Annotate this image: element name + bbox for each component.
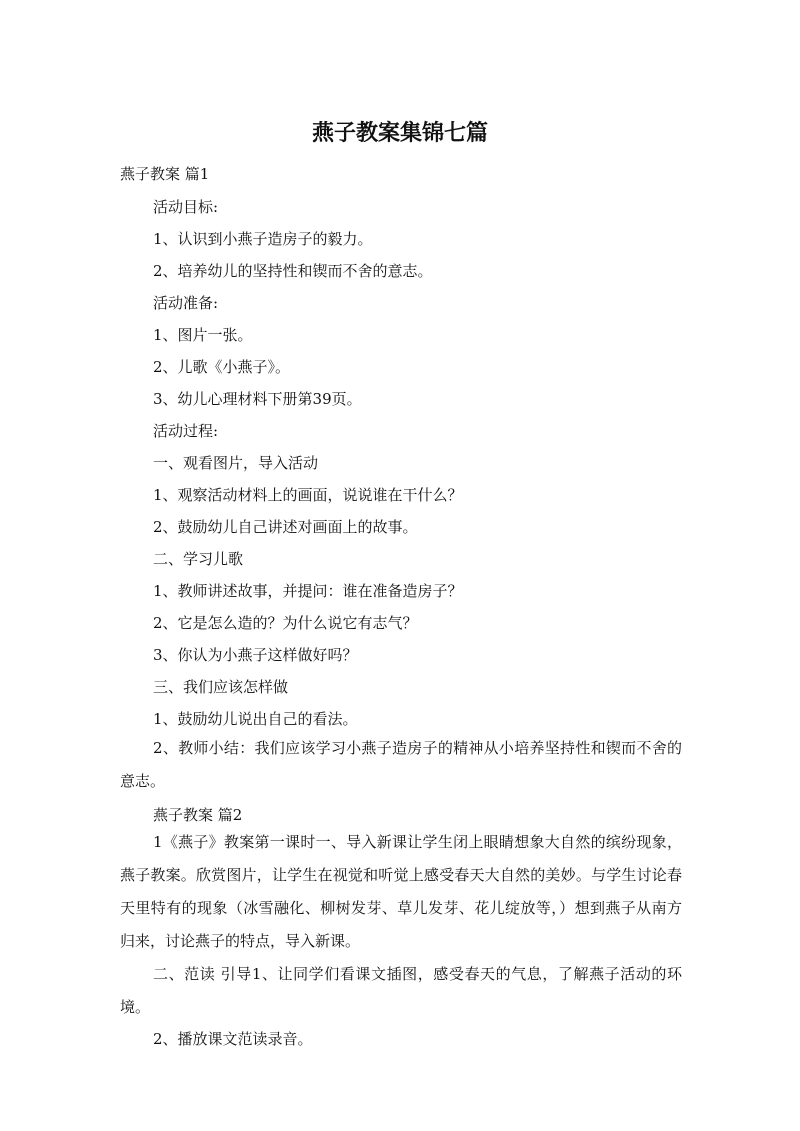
text-line: 活动过程:: [153, 422, 219, 440]
section-heading-2: 燕子教案 篇2: [153, 806, 243, 824]
text-line: 2、儿歌《小燕子》。: [153, 358, 291, 376]
text-line: 2、它是怎么造的？为什么说它有志气？: [153, 614, 418, 632]
section-heading-1: 燕子教案 篇1: [120, 165, 210, 183]
text-line: 2、鼓励幼儿自己讲述对画面上的故事。: [153, 518, 418, 536]
text-line: 3、幼儿心理材料下册第39页。: [153, 390, 362, 408]
text-line: 2、播放课文范读录音。: [153, 1030, 313, 1048]
text-line: 活动目标:: [153, 198, 219, 216]
text-line: 二、学习儿歌: [153, 550, 244, 568]
text-line: 三、我们应该怎样做: [153, 678, 289, 696]
text-line: 1、鼓励幼儿说出自己的看法。: [153, 710, 358, 728]
paragraph-reading: 二、范读 引导1、让同学们看课文插图，感受春天的气息，了解燕子活动的环境。: [120, 965, 682, 1016]
paragraph-summary: 2、教师小结：我们应该学习小燕子造房子的精神从小培养坚持性和锲而不舍的意志。: [120, 739, 682, 790]
text-line: 1、观察活动材料上的画面，说说谁在干什么？: [153, 486, 463, 504]
text-line: 1、图片一张。: [153, 326, 253, 344]
text-line: 2、培养幼儿的坚持性和锲而不舍的意志。: [153, 262, 433, 280]
text-line: 一、观看图片，导入活动: [153, 454, 319, 472]
text-line: 3、你认为小燕子这样做好吗？: [153, 646, 358, 664]
text-line: 活动准备:: [153, 294, 219, 312]
paragraph-intro: 1《燕子》教案第一课时一、导入新课让学生闭上眼睛想象大自然的缤纷现象，燕子教案。欣赏图片，让学生在视觉和听觉上感受春天大自然的美妙。与学生讨论春天里特有的现象（冰雪融化、柳树发芽、草儿发芽、花儿绽放等，）想到燕子从南方归来，讨论燕子的特点，导入新课。: [120, 833, 682, 950]
document-title: 燕子教案集锦七篇: [311, 121, 488, 146]
text-line: 1、教师讲述故事，并提问：谁在准备造房子？: [153, 582, 463, 600]
text-line: 1、认识到小燕子造房子的毅力。: [153, 230, 373, 248]
